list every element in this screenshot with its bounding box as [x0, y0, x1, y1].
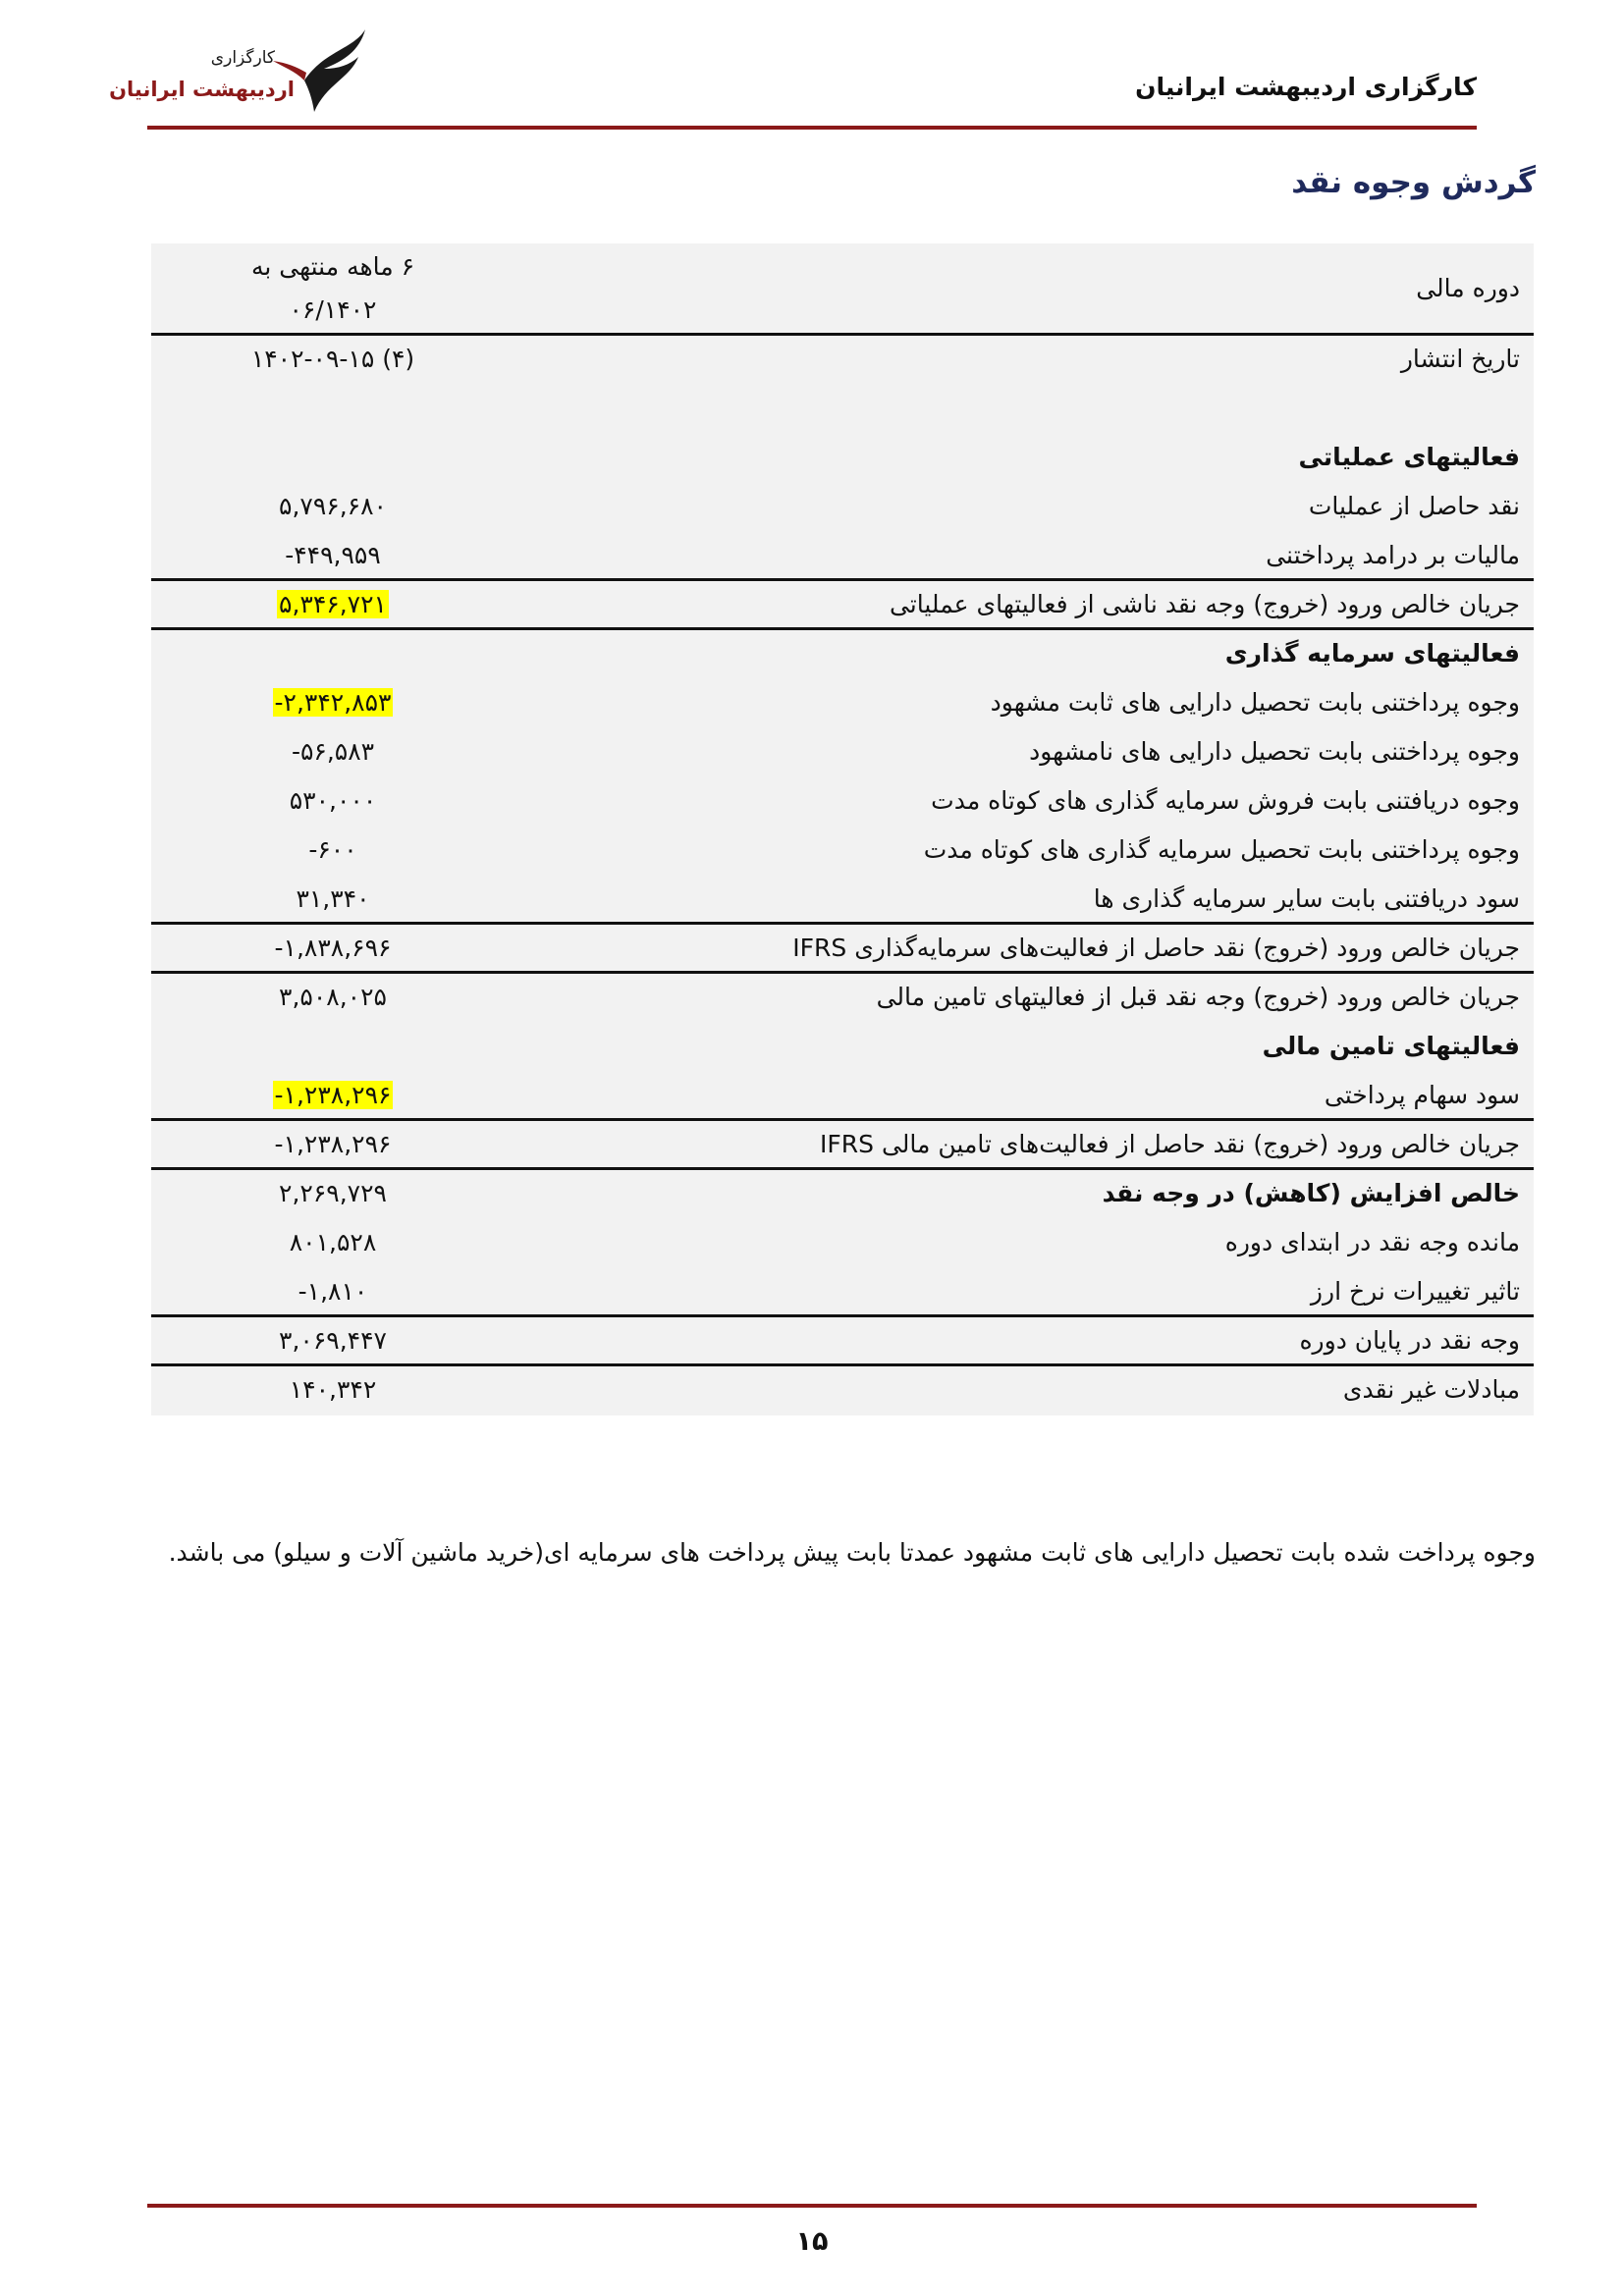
table-row: [151, 532, 1534, 581]
cash-flow-table: [151, 243, 1534, 1415]
row-value: ۳,۰۶۹,۴۴۷: [279, 1326, 387, 1355]
row-label: مالیات بر درامد پرداختنی: [1266, 541, 1520, 569]
highlighted-value: -۲,۳۴۲,۸۵۳: [274, 688, 392, 717]
row-label: وجوه پرداختنی بابت تحصیل سرمایه گذاری های کوتاه مدت: [923, 835, 1520, 864]
footnote-paragraph: وجوه پرداخت شده بابت تحصیل دارایی های ثابت مشهود عمدتا بابت پیش پرداخت های سرمایه ای(خرید ماشین آلات و سیلو) می باشد.: [168, 1538, 1536, 1567]
row-label: مبادلات غیر نقدی: [1342, 1375, 1520, 1404]
row-label: وجوه پرداختنی بابت تحصیل دارایی های ثابت مشهود: [990, 688, 1520, 717]
row-value: [210, 581, 456, 627]
row-label: جریان خالص ورود (خروج) نقد حاصل از فعالیت‌های سرمایه‌گذاری IFRS: [792, 934, 1520, 962]
row-label: خالص افزایش (کاهش) در وجه نقد: [1102, 1179, 1520, 1207]
table-row: [151, 630, 1534, 679]
row-value: [210, 1023, 456, 1069]
row-value: [210, 630, 456, 676]
period-value-line1: ۶ ماهه منتهی به: [250, 251, 415, 281]
header-divider: [147, 126, 1477, 130]
row-value: -۴۴۹,۹۵۹: [285, 541, 381, 569]
row-value: -۵۶,۵۸۳: [291, 737, 375, 766]
row-value: ۵,۷۹۶,۶۸۰: [279, 492, 387, 520]
table-row: [151, 974, 1534, 1023]
row-value: ۲,۲۶۹,۷۲۹: [279, 1179, 387, 1207]
publish-value: ۱۴۰۲-۰۹-۱۵ (۴): [250, 345, 415, 373]
table-row: [151, 777, 1534, 827]
row-label: تاثیر تغییرات نرخ ارز: [1310, 1277, 1520, 1306]
table-spacer: [151, 385, 1534, 434]
row-label: جریان خالص ورود (خروج) نقد حاصل از فعالیت‌های تامین مالی IFRS: [820, 1130, 1520, 1158]
table-row: [151, 679, 1534, 728]
table-row: [151, 1317, 1534, 1366]
table-row: [151, 581, 1534, 630]
row-value: [210, 679, 456, 725]
row-value: -۱,۸۳۸,۶۹۶: [274, 934, 392, 962]
row-value: ۸۰۱,۵۲۸: [289, 1228, 377, 1256]
section-title: گردش وجوه نقد: [1291, 165, 1536, 200]
company-logo: [109, 22, 373, 120]
row-label: مانده وجه نقد در ابتدای دوره: [1224, 1228, 1520, 1256]
table-row: [151, 728, 1534, 777]
row-value: ۱۴۰,۳۴۲: [289, 1375, 377, 1404]
table-row: [151, 483, 1534, 532]
logo-text-bottom: اردیبهشت ایرانیان: [109, 78, 295, 101]
table-row: [151, 1121, 1534, 1170]
table-row: [151, 1366, 1534, 1415]
table-row: [151, 1023, 1534, 1072]
row-label: فعالیتهای سرمایه گذاری: [1224, 639, 1520, 667]
row-label: جریان خالص ورود (خروج) وجه نقد قبل از فعالیتهای تامین مالی: [876, 983, 1520, 1011]
period-value-line2: ۰۶/۱۴۰۲: [289, 294, 377, 324]
row-label: فعالیتهای تامین مالی: [1262, 1032, 1520, 1060]
table-row: [151, 827, 1534, 876]
highlighted-value: -۱,۲۳۸,۲۹۶: [274, 1081, 392, 1109]
table-row-period: [151, 243, 1534, 336]
table-row: [151, 925, 1534, 974]
page-number: ۱۵: [795, 2226, 829, 2257]
table-row: [151, 1219, 1534, 1268]
publish-label: تاریخ انتشار: [1400, 345, 1520, 373]
period-value: [210, 243, 456, 333]
table-row: [151, 876, 1534, 925]
table-row: [151, 1072, 1534, 1121]
row-label: جریان خالص ورود (خروج) وجه نقد ناشی از فعالیتهای عملیاتی: [889, 590, 1520, 618]
header-title: کارگزاری اردیبهشت ایرانیان: [1135, 73, 1477, 101]
page-header: [109, 22, 1477, 128]
period-label: دوره مالی: [1416, 274, 1520, 302]
row-value: ۳,۵۰۸,۰۲۵: [279, 983, 387, 1011]
row-value: -۱,۸۱۰: [298, 1277, 368, 1306]
table-row: [151, 1268, 1534, 1317]
row-label: سود دریافتنی بابت سایر سرمایه گذاری ها: [1093, 884, 1520, 913]
footer-divider: [147, 2204, 1477, 2208]
row-label: سود سهام پرداختی: [1324, 1081, 1520, 1109]
table-row: [151, 434, 1534, 483]
row-label: نقد حاصل از عملیات: [1308, 492, 1520, 520]
row-value: -۶۰۰: [308, 835, 357, 864]
row-label: وجوه دریافتنی بابت فروش سرمایه گذاری های کوتاه مدت: [931, 786, 1520, 815]
row-label: وجه نقد در پایان دوره: [1299, 1326, 1520, 1355]
row-value: -۱,۲۳۸,۲۹۶: [274, 1130, 392, 1158]
row-value: [210, 434, 456, 480]
row-label: فعالیتهای عملیاتی: [1298, 443, 1520, 471]
row-value: ۵۳۰,۰۰۰: [289, 786, 377, 815]
table-row: [151, 1170, 1534, 1219]
table-row-publish: [151, 336, 1534, 385]
row-label: وجوه پرداختنی بابت تحصیل دارایی های نامشهود: [1029, 737, 1520, 766]
row-value: ۳۱,۳۴۰: [296, 884, 370, 913]
row-value: [210, 1072, 456, 1118]
highlighted-value: ۵,۳۴۶,۷۲۱: [279, 590, 387, 618]
logo-text-top: کارگزاری: [210, 48, 275, 68]
